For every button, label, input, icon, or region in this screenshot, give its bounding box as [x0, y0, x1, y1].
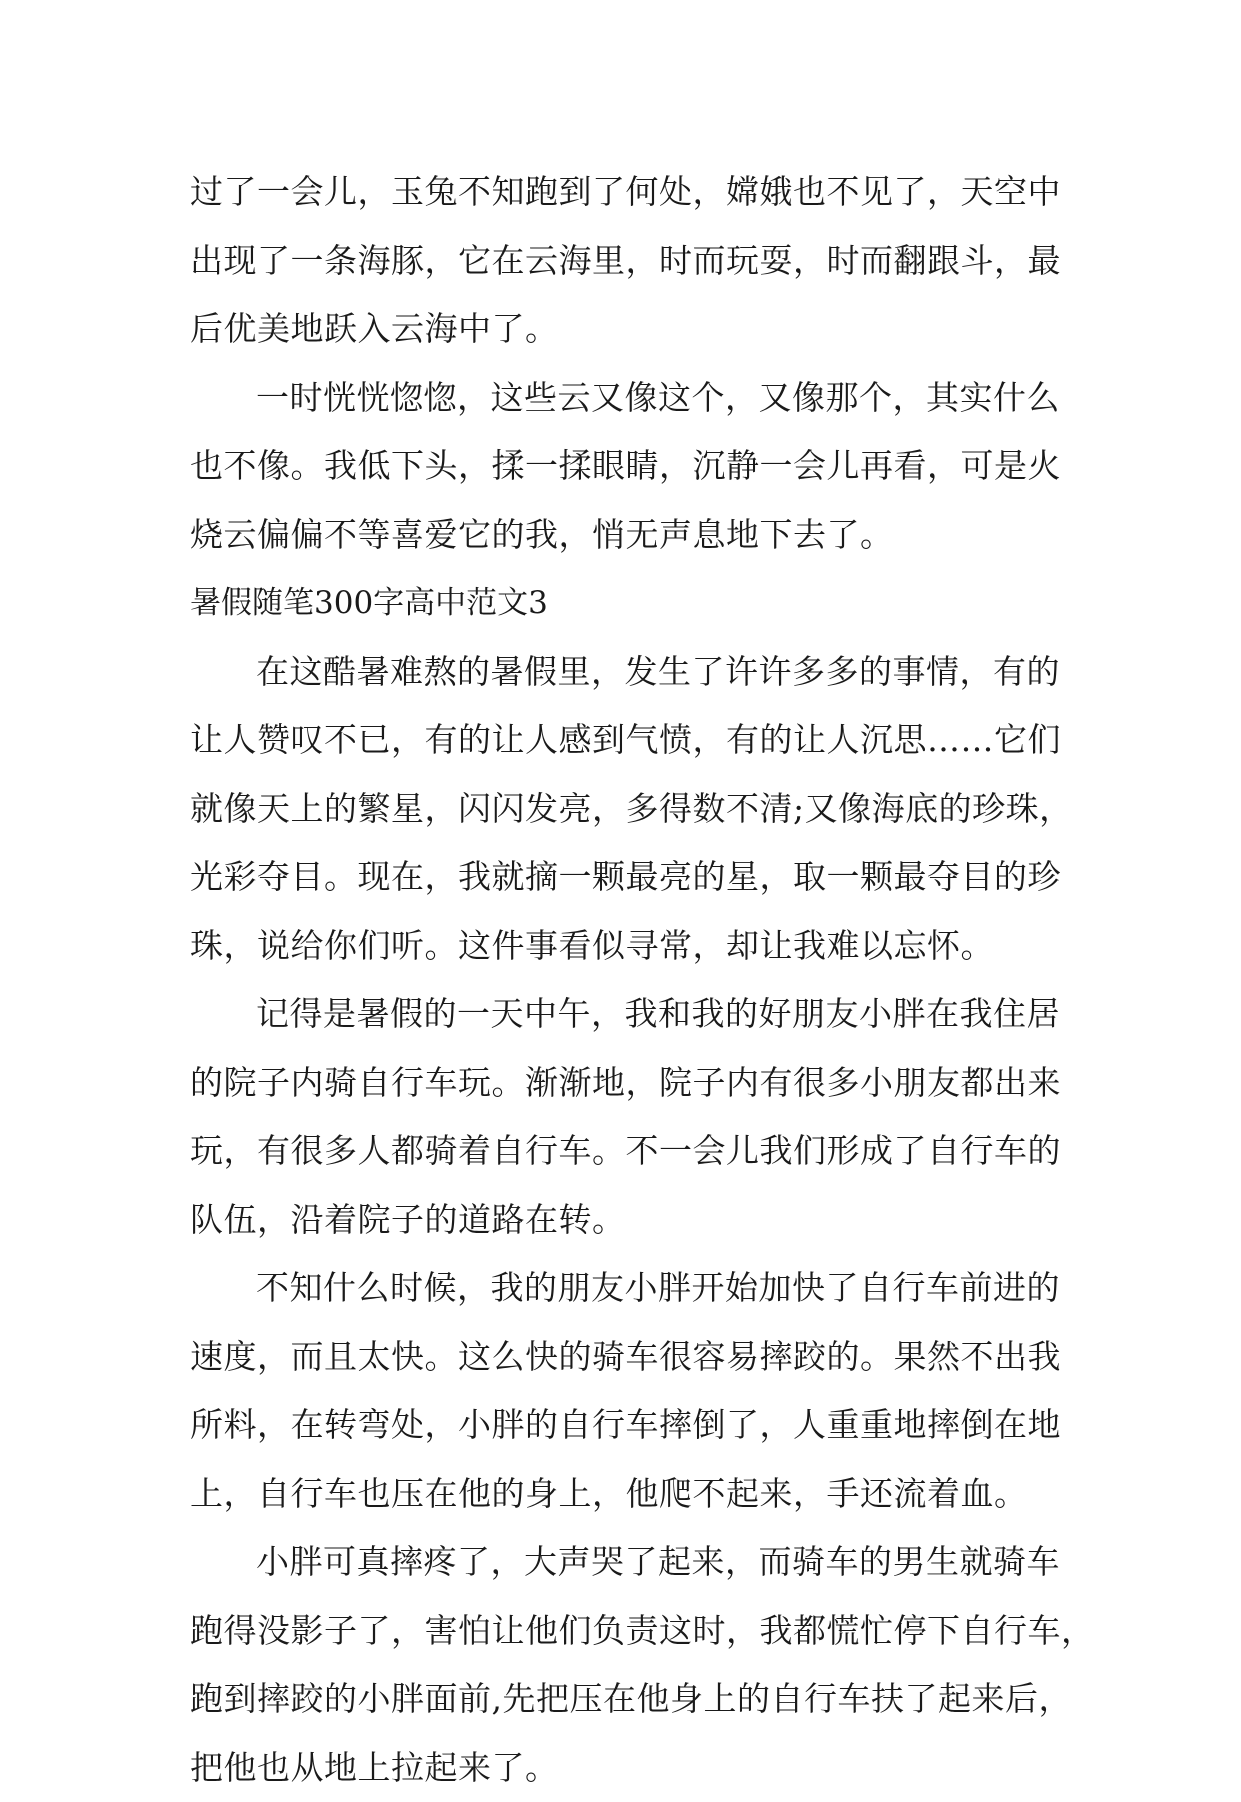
paragraph — [190, 1254, 1060, 1528]
paragraph — [190, 638, 1060, 981]
text-line: 把他也从地上拉起来了。 — [190, 1734, 1060, 1802]
text-line: 光彩夺目。现在，我就摘一颗最亮的星，取一颗最夺目的珍 — [190, 843, 1060, 912]
text-line: 就像天上的繁星，闪闪发亮，多得数不清;又像海底的珍珠， — [190, 775, 1060, 844]
paragraph — [190, 158, 1060, 364]
text-line: 速度，而且太快。这么快的骑车很容易摔跤的。果然不出我 — [190, 1323, 1060, 1392]
text-line: 珠，说给你们听。这件事看似寻常，却让我难以忘怀。 — [190, 912, 1060, 981]
paragraph — [190, 364, 1060, 570]
paragraph — [190, 980, 1060, 1254]
text-line: 也不像。我低下头，揉一揉眼睛，沉静一会儿再看，可是火 — [190, 432, 1060, 501]
text-line: 跑得没影子了，害怕让他们负责这时，我都慌忙停下自行车， — [190, 1597, 1060, 1666]
text-line: 让人赞叹不已，有的让人感到气愤，有的让人沉思……它们 — [190, 706, 1060, 775]
text-line: 所料，在转弯处，小胖的自行车摔倒了，人重重地摔倒在地 — [190, 1391, 1060, 1460]
heading-text: 暑假随笔300字高中范文3 — [190, 569, 1060, 638]
text-line: 小胖可真摔疼了，大声哭了起来，而骑车的男生就骑车 — [190, 1528, 1060, 1597]
text-line: 记得是暑假的一天中午，我和我的好朋友小胖在我住居 — [190, 980, 1060, 1049]
text-line: 上，自行车也压在他的身上，他爬不起来，手还流着血。 — [190, 1460, 1060, 1529]
text-line: 跑到摔跤的小胖面前,先把压在他身上的自行车扶了起来后， — [190, 1665, 1060, 1734]
paragraph — [190, 1528, 1060, 1802]
text-line: 的院子内骑自行车玩。渐渐地，院子内有很多小朋友都出来 — [190, 1049, 1060, 1118]
text-line: 队伍，沿着院子的道路在转。 — [190, 1186, 1060, 1255]
section-heading — [190, 569, 1060, 638]
text-line: 一时恍恍惚惚，这些云又像这个，又像那个，其实什么 — [190, 364, 1060, 433]
text-line: 过了一会儿，玉兔不知跑到了何处，嫦娥也不见了，天空中 — [190, 158, 1060, 227]
text-line: 出现了一条海豚，它在云海里，时而玩耍，时而翻跟斗，最 — [190, 227, 1060, 296]
document-page — [190, 158, 1060, 1802]
text-line: 后优美地跃入云海中了。 — [190, 295, 1060, 364]
text-line: 不知什么时候，我的朋友小胖开始加快了自行车前进的 — [190, 1254, 1060, 1323]
text-line: 在这酷暑难熬的暑假里，发生了许许多多的事情，有的 — [190, 638, 1060, 707]
text-line: 烧云偏偏不等喜爱它的我，悄无声息地下去了。 — [190, 501, 1060, 570]
text-line: 玩，有很多人都骑着自行车。不一会儿我们形成了自行车的 — [190, 1117, 1060, 1186]
